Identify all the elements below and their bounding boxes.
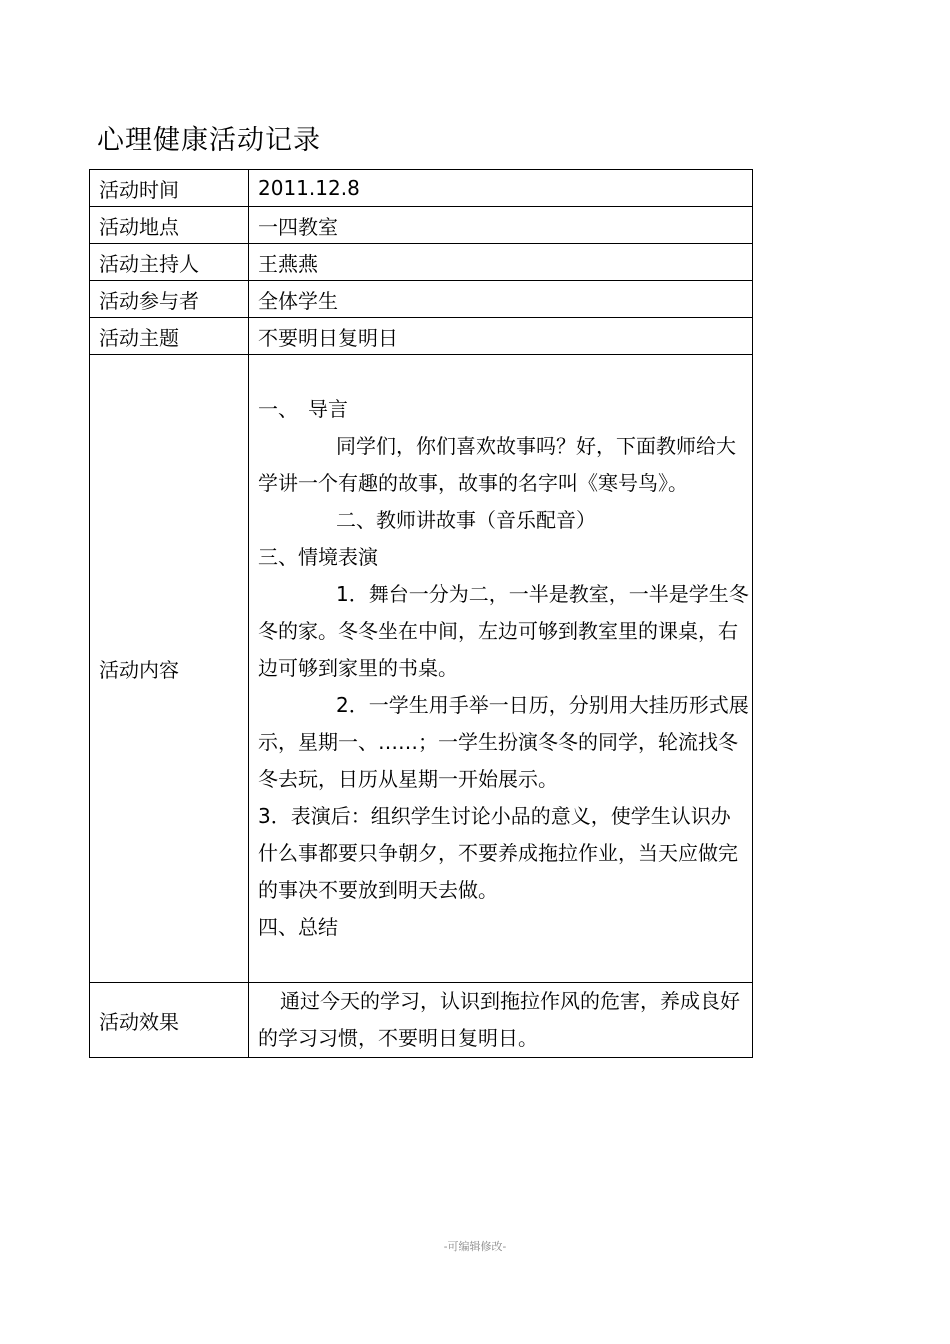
row-label-effect: 活动效果 [90, 983, 249, 1058]
content-paragraph-roleplay-heading: 三、情境表演 [258, 545, 378, 569]
table-row [90, 207, 753, 244]
content-paragraph-intro-heading: 一、 导言 [258, 397, 348, 421]
content-paragraph-step-1: 1．舞台一分为二，一半是教室，一半是学生冬冬的家。冬冬坐在中间，左边可够到教室里的课桌，右边可够到家里的书桌。 [258, 582, 749, 680]
row-value-effect [249, 983, 753, 1058]
table-row [90, 170, 753, 207]
row-label-location: 活动地点 [90, 207, 249, 244]
row-value-time: 2011.12.8 [249, 170, 753, 207]
row-label-host: 活动主持人 [90, 244, 249, 281]
table-row [90, 281, 753, 318]
row-value-host: 王燕燕 [249, 244, 753, 281]
table-row [90, 318, 753, 355]
page-title: 心理健康活动记录 [97, 125, 321, 156]
content-paragraph-step-3: 3．表演后：组织学生讨论小品的意义，使学生认识办什么事都要只争朝夕，不要养成拖拉作业，当天应做完的事决不要放到明天去做。 [258, 804, 738, 902]
content-paragraph-intro: 同学们，你们喜欢故事吗？好，下面教师给大学讲一个有趣的故事，故事的名字叫《寒号鸟》。 [258, 434, 736, 495]
content-paragraph-step-2: 2．一学生用手举一日历，分别用大挂历形式展示，星期一、……；一学生扮演冬冬的同学，轮流找冬冬去玩，日历从星期一开始展示。 [258, 693, 749, 791]
content-paragraph-summary: 四、总结 [258, 915, 338, 939]
row-value-participants: 全体学生 [249, 281, 753, 318]
activity-record-table [89, 169, 753, 1058]
table-row [90, 355, 753, 983]
row-value-theme: 不要明日复明日 [249, 318, 753, 355]
row-label-participants: 活动参与者 [90, 281, 249, 318]
row-label-theme: 活动主题 [90, 318, 249, 355]
effect-paragraph: 通过今天的学习，认识到拖拉作风的危害，养成良好的学习习惯，不要明日复明日。 [258, 989, 740, 1050]
row-value-content [249, 355, 753, 983]
row-value-location: 一四教室 [249, 207, 753, 244]
content-paragraph-story: 二、教师讲故事（音乐配音） [336, 508, 596, 532]
row-label-time: 活动时间 [90, 170, 249, 207]
footer-note: -可编辑修改- [443, 1240, 507, 1253]
row-label-content: 活动内容 [90, 355, 249, 983]
table-row [90, 244, 753, 281]
table-row [90, 983, 753, 1058]
